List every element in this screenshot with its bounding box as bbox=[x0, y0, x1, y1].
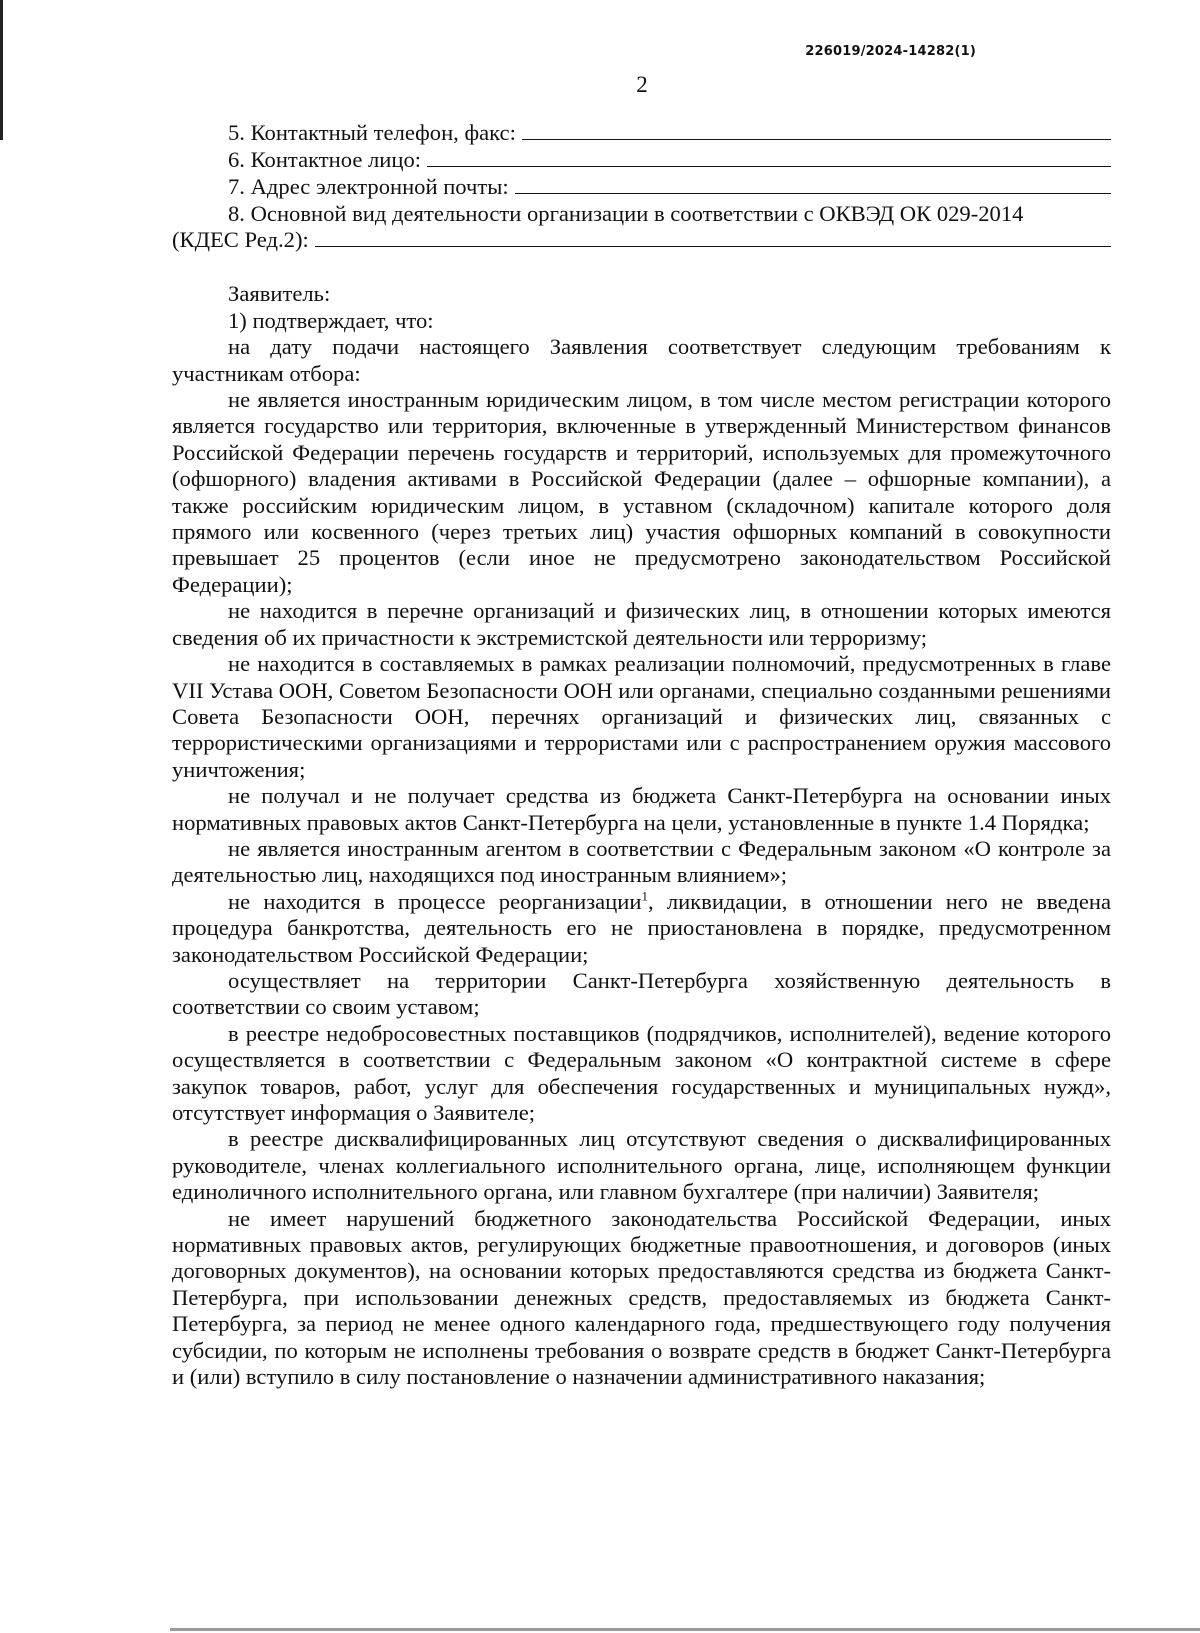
contact-person-blank-line bbox=[427, 147, 1111, 167]
contact-person-label: 6. Контактное лицо: bbox=[228, 147, 422, 172]
email-label: 7. Адрес электронной почты: bbox=[228, 174, 509, 199]
paragraph-not-foreign-entity: не является иностранным юридическим лицом, в том числе местом регистрации которого является государство или территория, включенные в утвержденный Министерством финансов Российской Федерации перечень государств и территорий, используемых для промежуточного (офшорного) владения активами в Российской Федерации (далее – офшорные компании), а также российским юридическим лицом, в уставном (складочном) капитале которого доля прямого или косвенного (через третьих лиц) участия офшорных компаний в совокупности превышает 25 процентов (если иное не предусмотрено законодательством Российской Федерации); bbox=[172, 387, 1111, 597]
paragraph-disqualified-persons-registry: в реестре дисквалифицированных лиц отсутствуют сведения о дисквалифицированных руководителе, членах коллегиального исполнительного органа, лице, исполняющем функции единоличного исполнительного органа, или главном бухгалтере (при наличии) Заявителя; bbox=[172, 1126, 1111, 1205]
page-number: 2 bbox=[636, 72, 648, 97]
footnote-marker: 1 bbox=[641, 888, 648, 904]
document-registration-number: 226019/2024-14282(1) bbox=[805, 44, 976, 59]
paragraph-not-extremist-list: не находится в перечне организаций и физических лиц, в отношении которых имеются сведения об их причастности к экстремистской деятельности или терроризму; bbox=[172, 598, 1111, 650]
paragraph-not-un-list: не находится в составляемых в рамках реализации полномочий, предусмотренных в главе VII Устава ООН, Советом Безопасности ООН или органами, специально созданными решениями Совета Безопасности ООН, перечнях организаций и физических лиц, связанных с террористическими организациями и террористами или с распространением оружия массового уничтожения; bbox=[172, 651, 1111, 782]
okved-field-label: 8. Основной вид деятельности организации в соответствии с ОКВЭД ОК 029-2014 bbox=[228, 201, 1024, 226]
paragraph-economic-activity: осуществляет на территории Санкт-Петербурга хозяйственную деятельность в соответствии со своим уставом; bbox=[172, 967, 1111, 1020]
confirms-clause: 1) подтверждает, что: bbox=[228, 307, 434, 333]
paragraph-requirements-intro: на дату подачи настоящего Заявления соответствует следующим требованиям к участникам отбора: bbox=[172, 334, 1111, 386]
phone-fax-blank-line bbox=[522, 120, 1111, 140]
okved-field bbox=[172, 227, 1111, 254]
email-blank-line bbox=[515, 174, 1111, 194]
applicant-heading: Заявитель: bbox=[228, 281, 331, 307]
scan-bottom-edge bbox=[170, 1628, 1200, 1631]
reorganization-text-end: , ликвидации, в отношении него не введена процедура банкротства, деятельность его не приостановлена в порядке, предусмотренном законодательством Российской Федерации; bbox=[172, 888, 1111, 967]
paragraph-no-other-budget-funds: не получал и не получает средства из бюджета Санкт-Петербурга на основании иных нормативных правовых актов Санкт-Петербурга на цели, установленные в пункте 1.4 Порядка; bbox=[172, 783, 1111, 835]
email-field bbox=[172, 174, 1111, 201]
scan-edge-mark bbox=[0, 0, 3, 140]
phone-fax-label: 5. Контактный телефон, факс: bbox=[228, 120, 516, 145]
reorganization-text-start: не находится в процессе реорганизации bbox=[228, 888, 642, 914]
paragraph-not-reorganization bbox=[172, 889, 1111, 968]
paragraph-not-foreign-agent: не является иностранным агентом в соответствии с Федеральным законом «О контроле за деятельностью лиц, находящихся под иностранным влиянием»; bbox=[172, 835, 1111, 888]
paragraph-unfair-suppliers-registry: в реестре недобросовестных поставщиков (подрядчиков, исполнителей), ведение которого осуществляется в соответствии с Федеральным законом «О контрактной системе в сфере закупок товаров, работ, услуг для обеспечения государственных и муниципальных нужд», отсутствует информация о Заявителе; bbox=[172, 1020, 1111, 1125]
contact-person-field bbox=[172, 147, 1111, 174]
phone-fax-field bbox=[172, 120, 1111, 147]
section-gap bbox=[172, 254, 1111, 281]
document-body bbox=[172, 120, 1111, 1390]
paragraph-no-budget-violations: не имеет нарушений бюджетного законодательства Российской Федерации, иных нормативных правовых актов, регулирующих бюджетные правоотношения, и договоров (иных договорных документов), на основании которых предоставляются средства из бюджета Санкт-Петербурга, при использовании денежных средств, предоставляемых из бюджета Санкт-Петербурга, за период не менее одного календарного года, предшествующего году получения субсидии, по которым не исполнены требования о возврате средств в бюджет Санкт-Петербурга и (или) вступило в силу постановление о назначении административного наказания; bbox=[172, 1205, 1111, 1390]
okved-blank-line bbox=[315, 227, 1111, 247]
okved-label-continuation: (КДЕС Ред.2): bbox=[172, 227, 309, 253]
